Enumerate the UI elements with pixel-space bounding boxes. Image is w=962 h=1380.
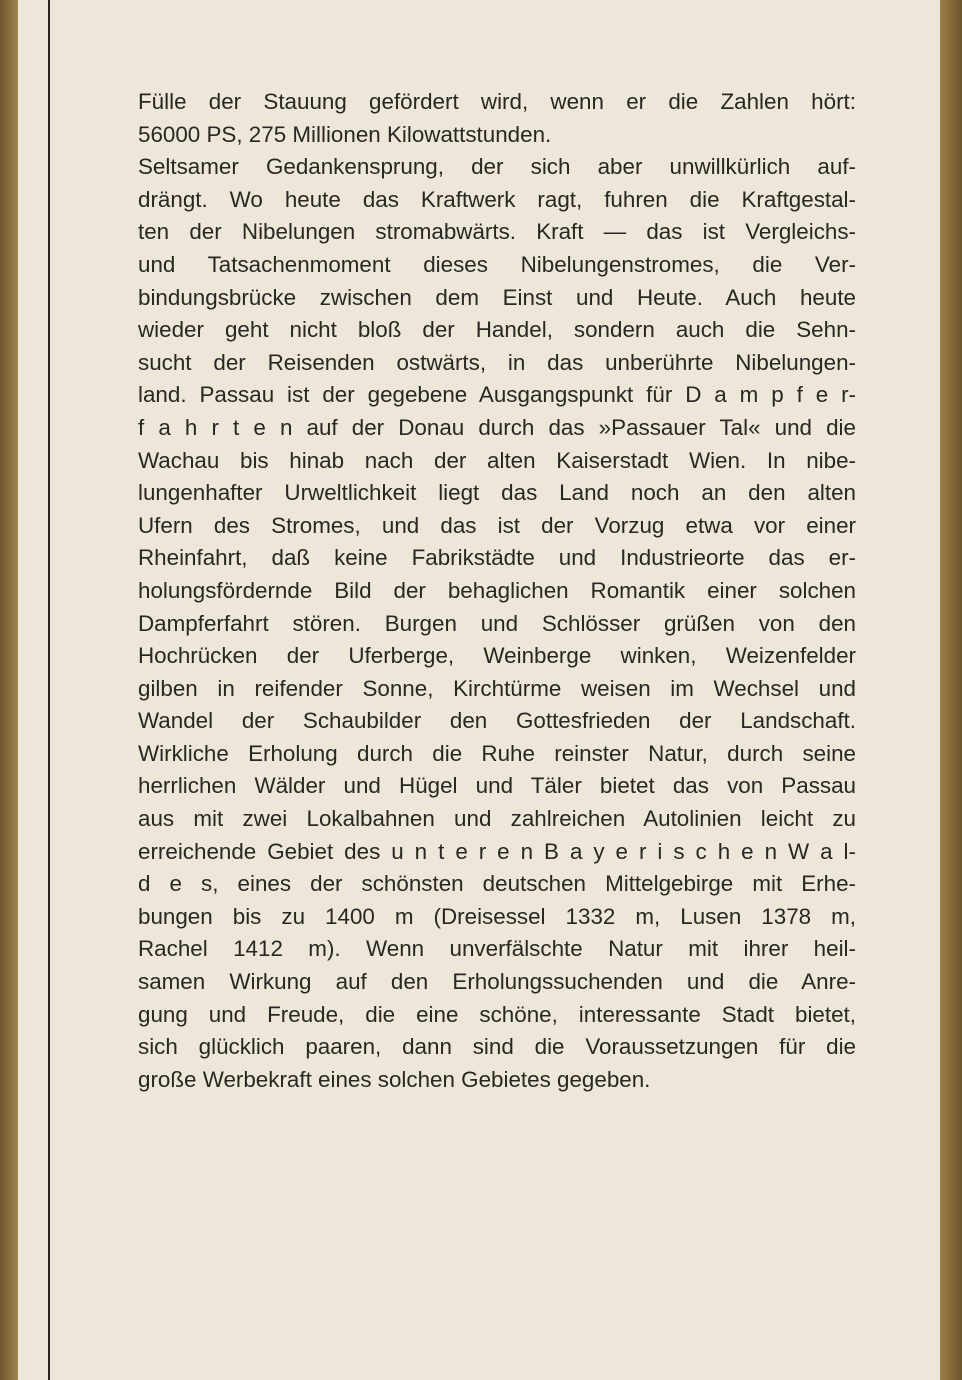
text-line: Wachau bis hinab nach der alten Kaiserstadt Wien. In nibe- bbox=[138, 447, 856, 473]
text-line: Dampferfahrt stören. Burgen und Schlösser grüßen von den bbox=[138, 610, 856, 636]
text-line: Wandel der Schaubilder den Gottesfrieden der Landschaft. bbox=[138, 708, 856, 734]
text-line: Hochrücken der Uferberge, Weinberge winken, Weizenfelder bbox=[138, 643, 856, 669]
text-line: aus mit zwei Lokalbahnen und zahlreichen Autolinien leicht zu bbox=[138, 806, 856, 832]
text-line: Rachel 1412 m). Wenn unverfälschte Natur mit ihrer heil- bbox=[138, 936, 856, 962]
page-edge-left bbox=[0, 0, 18, 1380]
text-line: ten der Nibelungen stromabwärts. Kraft — das ist Vergleichs- bbox=[138, 219, 856, 245]
text-line: land. Passau ist der gegebene Ausgangspunkt für D a m p f e r- bbox=[138, 382, 856, 408]
document-page bbox=[18, 0, 940, 1380]
text-line: erreichende Gebiet des u n t e r e n B a y e r i s c h e n W a l- bbox=[138, 838, 856, 864]
text-line: sucht der Reisenden ostwärts, in das unberührte Nibelungen- bbox=[138, 349, 856, 375]
text-line: gung und Freude, die eine schöne, interessante Stadt bietet, bbox=[138, 1001, 856, 1027]
text-line: Rheinfahrt, daß keine Fabrikstädte und Industrieorte das er- bbox=[138, 545, 856, 571]
text-line: drängt. Wo heute das Kraftwerk ragt, fuhren die Kraftgestal- bbox=[138, 186, 856, 212]
text-line: f a h r t e n auf der Donau durch das »Passauer Tal« und die bbox=[138, 414, 856, 440]
text-line: Ufern des Stromes, und das ist der Vorzug etwa vor einer bbox=[138, 512, 856, 538]
text-line: große Werbekraft eines solchen Gebietes gegeben. bbox=[138, 1066, 651, 1092]
text-line: und Tatsachenmoment dieses Nibelungenstromes, die Ver- bbox=[138, 251, 856, 277]
text-line: gilben in reifender Sonne, Kirchtürme weisen im Wechsel und bbox=[138, 675, 856, 701]
frame-rule-left bbox=[48, 0, 50, 1380]
text-line: Wirkliche Erholung durch die Ruhe reinster Natur, durch seine bbox=[138, 740, 856, 766]
text-line: lungenhafter Urweltlichkeit liegt das Land noch an den alten bbox=[138, 480, 856, 506]
text-line: bindungsbrücke zwischen dem Einst und Heute. Auch heute bbox=[138, 284, 856, 310]
text-line: samen Wirkung auf den Erholungssuchenden und die Anre- bbox=[138, 969, 856, 995]
text-line: Seltsamer Gedankensprung, der sich aber unwillkürlich auf- bbox=[138, 154, 856, 180]
text-line: holungsfördernde Bild der behaglichen Romantik einer solchen bbox=[138, 577, 856, 603]
text-line: d e s, eines der schönsten deutschen Mittelgebirge mit Erhe- bbox=[138, 871, 856, 897]
text-line: sich glücklich paaren, dann sind die Voraussetzungen für die bbox=[138, 1034, 856, 1060]
body-text bbox=[138, 86, 856, 1096]
text-line: wieder geht nicht bloß der Handel, sondern auch die Sehn- bbox=[138, 317, 856, 343]
page-edge-right bbox=[940, 0, 962, 1380]
text-line: 56000 PS, 275 Millionen Kilowattstunden. bbox=[138, 121, 552, 147]
text-line: bungen bis zu 1400 m (Dreisessel 1332 m, Lusen 1378 m, bbox=[138, 903, 856, 929]
text-line: herrlichen Wälder und Hügel und Täler bietet das von Passau bbox=[138, 773, 856, 799]
text-line: Fülle der Stauung gefördert wird, wenn er die Zahlen hört: bbox=[138, 89, 856, 114]
